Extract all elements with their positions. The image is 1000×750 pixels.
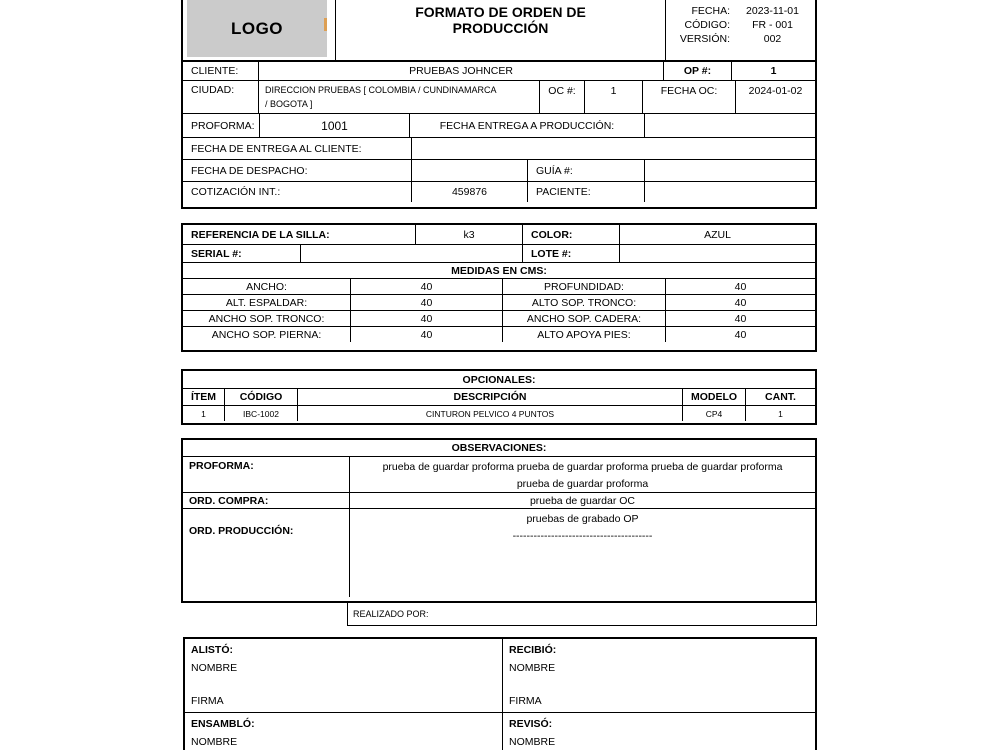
paciente-value (644, 182, 815, 202)
ensamblo-cell (185, 713, 502, 750)
meta-codigo-label: CÓDIGO: (684, 19, 730, 31)
proforma-label: PROFORMA: (191, 119, 255, 132)
medidas-title: MEDIDAS EN CMS: (451, 264, 547, 277)
medidas-row-4 (183, 326, 815, 342)
cliente-label: CLIENTE: (191, 65, 239, 77)
firmas-row-1 (185, 639, 815, 712)
row-ciudad (183, 80, 815, 113)
recibio-cell (502, 639, 815, 712)
fecha-oc-value: 2024-01-02 (735, 81, 815, 113)
row-serial-lote (183, 244, 815, 262)
ensamblo-nombre: NOMBRE (191, 736, 238, 748)
obs-ord-produccion-value (349, 509, 815, 597)
guia-value (644, 160, 815, 181)
oc-number-label: OC #: (539, 81, 584, 113)
meta-fecha-label: FECHA: (691, 5, 730, 17)
col-header-item: ÍTEM (190, 391, 217, 403)
oc-number-value: 1 (584, 81, 642, 113)
observaciones-title: OBSERVACIONES: (451, 442, 547, 454)
fecha-entrega-cliente-label: FECHA DE ENTREGA AL CLIENTE: (191, 142, 362, 155)
reviso-label: REVISÓ: (509, 718, 553, 730)
company-logo: LOGO (187, 0, 327, 57)
reviso-cell (502, 713, 815, 750)
row-proforma (183, 113, 815, 137)
realizado-por-label: REALIZADO POR: (353, 609, 429, 619)
obs-proforma-line2: prueba de guardar proforma (516, 478, 649, 490)
referencia-silla-label: REFERENCIA DE LA SILLA: (191, 228, 330, 241)
alisto-nombre: NOMBRE (191, 662, 238, 674)
medida-value: 40 (665, 311, 815, 326)
row-cotizacion (183, 181, 815, 202)
accent-mark (324, 18, 327, 31)
obs-ord-compra-label: ORD. COMPRA: (189, 494, 269, 507)
cotizacion-label: COTIZACIÓN INT.: (191, 186, 281, 198)
meta-row-version (666, 32, 815, 46)
fecha-despacho-label: FECHA DE DESPACHO: (191, 164, 308, 177)
firmas-row-2 (185, 712, 815, 750)
silla-medidas-section (181, 223, 817, 352)
ciudad-value-line2: / BOGOTA ] (265, 99, 313, 109)
cliente-value: PRUEBAS JOHNCER (258, 62, 663, 80)
color-value: AZUL (619, 225, 815, 244)
medida-label: ALTO SOP. TRONCO: (502, 295, 665, 310)
medida-value: 40 (350, 327, 502, 342)
row-cliente (183, 62, 815, 80)
serial-value (300, 245, 522, 262)
obs-ord-compra-row (183, 492, 815, 508)
medidas-row-2 (183, 294, 815, 310)
reviso-nombre: NOMBRE (509, 736, 556, 748)
obs-ord-produccion-line2: ---------------------------------------- (512, 530, 653, 542)
opcionales-title: OPCIONALES: (462, 373, 536, 386)
obs-proforma-label: PROFORMA: (189, 460, 254, 472)
paciente-label: PACIENTE: (527, 182, 644, 202)
ciudad-label: CIUDAD: (191, 84, 235, 96)
obs-proforma-line1: prueba de guardar proforma prueba de guardar proforma prueba de guardar proforma (382, 461, 783, 473)
ensamblo-label: ENSAMBLÓ: (191, 718, 255, 730)
medida-label: ANCHO SOP. TRONCO: (208, 312, 325, 325)
logo-cell (183, 0, 335, 60)
obs-proforma-value (349, 457, 815, 492)
medida-label: PROFUNDIDAD: (502, 279, 665, 294)
realizado-por-box (347, 603, 817, 626)
op-number-label: OP #: (663, 62, 731, 80)
referencia-silla-value: k3 (415, 225, 522, 244)
fecha-entrega-cliente-value (411, 138, 815, 159)
op-number-value: 1 (731, 62, 815, 80)
medidas-row-3 (183, 310, 815, 326)
medida-label: ANCHO SOP. CADERA: (502, 311, 665, 326)
meta-version-value: 002 (763, 33, 782, 45)
opcionales-header-row (183, 388, 815, 405)
medida-value: 40 (665, 295, 815, 310)
row-fecha-despacho (183, 159, 815, 181)
form-title (335, 0, 665, 60)
opcional-modelo: CP4 (682, 406, 745, 421)
col-header-cant: CANT. (745, 389, 815, 405)
recibio-firma: FIRMA (509, 695, 542, 707)
form-header (183, 0, 815, 62)
col-header-descripcion: DESCRIPCIÓN (297, 389, 682, 405)
medidas-row-1 (183, 278, 815, 294)
ciudad-value-line1: DIRECCION PRUEBAS [ COLOMBIA / CUNDINAMARCA (265, 85, 497, 95)
proforma-value: 1001 (259, 114, 409, 137)
opcionales-data-row (183, 405, 815, 421)
observaciones-title-row (183, 440, 815, 456)
header-client-section (181, 0, 817, 209)
obs-ord-produccion-label: ORD. PRODUCCIÓN: (189, 525, 294, 537)
cotizacion-value: 459876 (411, 182, 527, 202)
fecha-entrega-produccion-label: FECHA ENTREGA A PRODUCCIÓN: (409, 114, 644, 137)
row-referencia (183, 225, 815, 244)
meta-fecha-value: 2023-11-01 (746, 5, 799, 17)
alisto-cell (185, 639, 502, 712)
medida-label: ANCHO: (246, 280, 287, 293)
lote-label: LOTE #: (522, 245, 619, 262)
obs-ord-produccion-line1: pruebas de grabado OP (526, 513, 639, 525)
obs-ord-compra-value: prueba de guardar OC (349, 493, 815, 508)
medida-value: 40 (665, 279, 815, 294)
lote-value (619, 245, 815, 262)
meta-codigo-value: FR - 001 (752, 19, 793, 31)
meta-version-label: VERSIÓN: (679, 33, 730, 45)
serial-label: SERIAL #: (191, 247, 242, 260)
medida-label: ALTO APOYA PIES: (502, 327, 665, 342)
recibio-label: RECIBIÓ: (509, 644, 557, 656)
meta-row-fecha (666, 4, 815, 18)
ciudad-value (258, 81, 539, 113)
alisto-label: ALISTÓ: (191, 644, 233, 656)
col-header-modelo: MODELO (682, 389, 745, 405)
medida-value: 40 (350, 279, 502, 294)
row-fecha-entrega-cliente (183, 137, 815, 159)
recibio-nombre: NOMBRE (509, 662, 556, 674)
opcionales-title-row (183, 371, 815, 388)
row-medidas-title (183, 262, 815, 278)
opcional-descripcion: CINTURON PELVICO 4 PUNTOS (297, 406, 682, 421)
opcional-item: 1 (201, 408, 206, 419)
guia-label: GUÍA #: (527, 160, 644, 181)
medida-label: ALT. ESPALDAR: (225, 296, 308, 309)
opcional-codigo: IBC-1002 (224, 406, 297, 421)
observaciones-section (181, 438, 817, 603)
fecha-oc-label: FECHA OC: (642, 81, 735, 113)
opcional-cant: 1 (745, 406, 815, 421)
col-header-codigo: CÓDIGO (224, 389, 297, 405)
form-title-line2: PRODUCCIÓN (452, 20, 549, 36)
medida-label: ANCHO SOP. PIERNA: (211, 328, 322, 341)
color-label: COLOR: (522, 225, 619, 244)
opcionales-section (181, 369, 817, 425)
meta-row-codigo (666, 18, 815, 32)
form-title-line1: FORMATO DE ORDEN DE (415, 4, 586, 20)
medida-value: 40 (350, 295, 502, 310)
medida-value: 40 (665, 327, 815, 342)
obs-ord-produccion-row (183, 508, 815, 597)
medida-value: 40 (350, 311, 502, 326)
obs-proforma-row (183, 456, 815, 492)
fecha-despacho-value (411, 160, 527, 181)
fecha-entrega-produccion-value (644, 114, 815, 137)
form-meta-block (665, 0, 815, 60)
firmas-section (183, 637, 817, 750)
alisto-firma: FIRMA (191, 695, 224, 707)
